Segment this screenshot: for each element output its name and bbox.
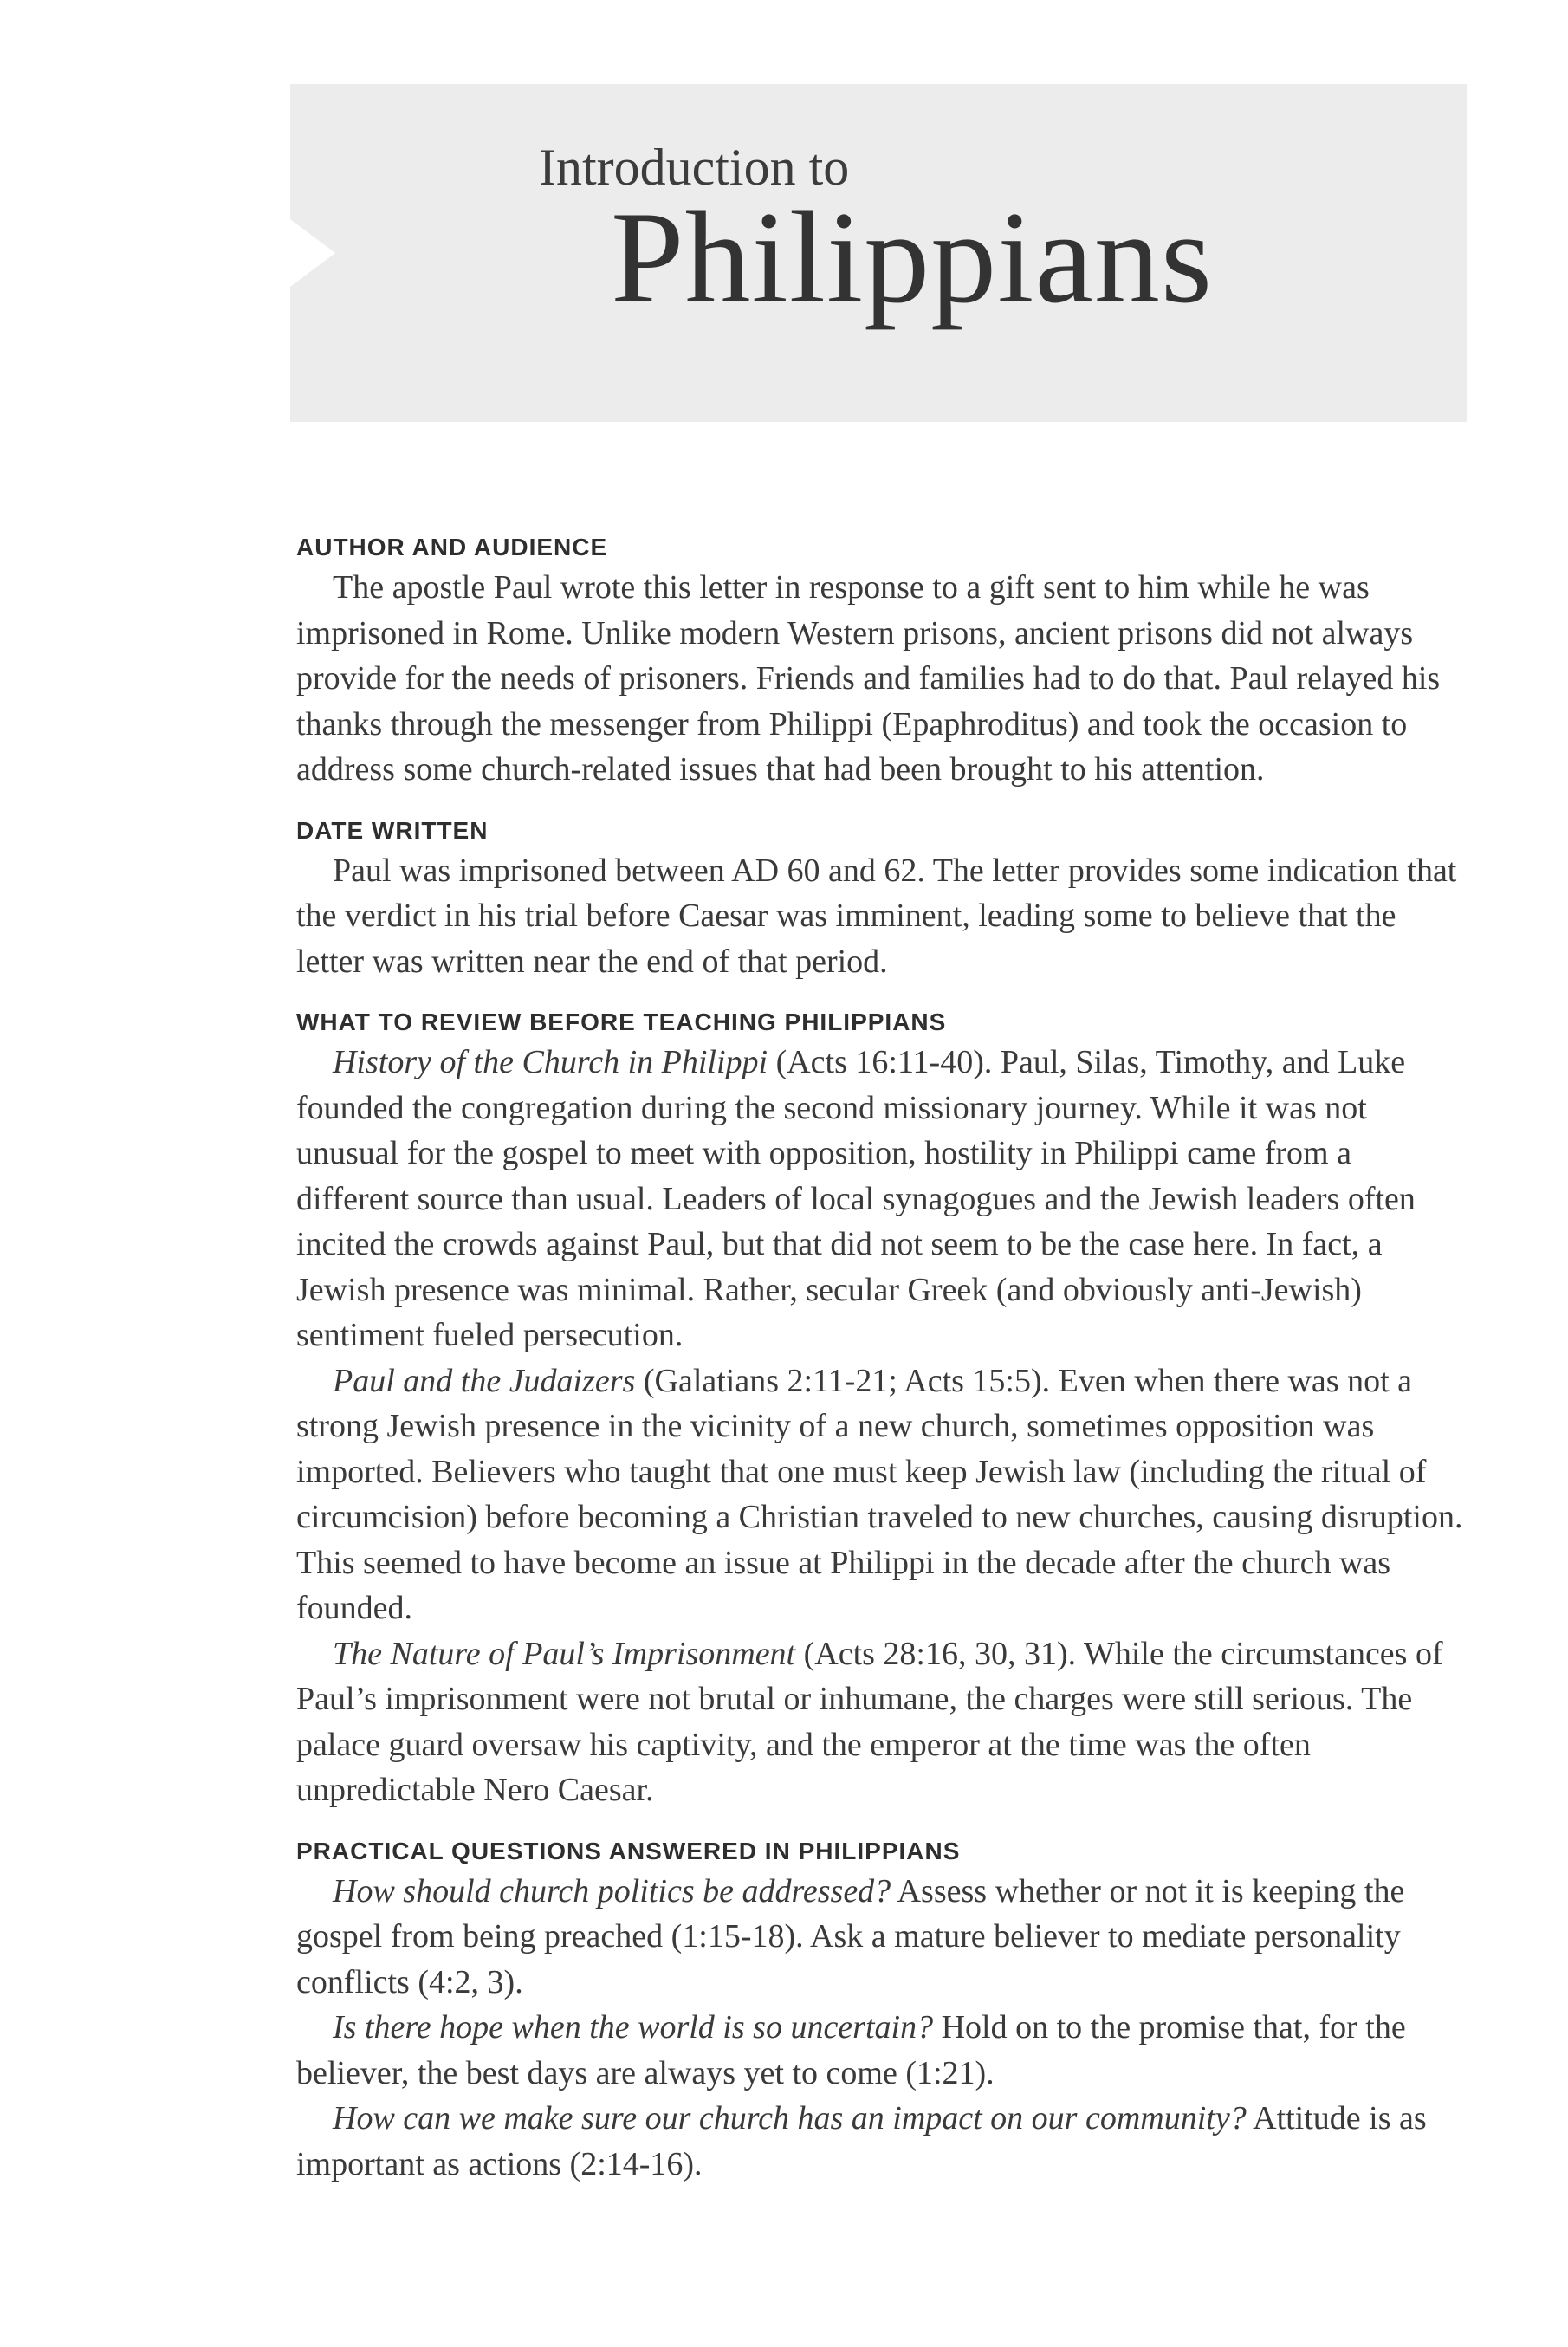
paragraph-lead: Paul and the Judaizers bbox=[333, 1362, 636, 1399]
article-body bbox=[296, 530, 1469, 2187]
section-practical-questions bbox=[296, 1834, 1469, 2188]
section-heading: AUTHOR AND AUDIENCE bbox=[296, 534, 608, 561]
paragraph-text: Assess whether or not it is keeping the gospel from being preached (1:15-18). Ask a mature believer to mediate personality conflicts (4:2, 3). bbox=[296, 1872, 1405, 2000]
paragraph bbox=[296, 1040, 1469, 1358]
paragraph bbox=[296, 1869, 1469, 2006]
section-date-written bbox=[296, 814, 1469, 985]
paragraph bbox=[296, 1631, 1469, 1813]
paragraph-text: Hold on to the promise that, for the believer, the best days are always yet to come (1:21). bbox=[296, 2009, 1406, 2091]
paragraph-lead: How should church politics be addressed? bbox=[333, 1872, 891, 1909]
paragraph bbox=[296, 848, 1469, 985]
paragraph-text: (Galatians 2:11-21; Acts 15:5). Even when there was not a strong Jewish presence in the vicinity of a new church, sometimes opposition was imported. Believers who taught that one must keep Jewish law (including the ritual of circumcision) before becoming a Christian traveled to new churches, causing disruption. This seemed to have become an issue at Philippi in the decade after the church was founded. bbox=[296, 1362, 1463, 1626]
paragraph bbox=[296, 2005, 1469, 2096]
section-heading: PRACTICAL QUESTIONS ANSWERED IN PHILIPPIANS bbox=[296, 1837, 961, 1864]
paragraph bbox=[296, 1358, 1469, 1631]
page-title: Philippians bbox=[611, 185, 1214, 330]
section-heading: WHAT TO REVIEW BEFORE TEACHING PHILIPPIANS bbox=[296, 1008, 947, 1035]
paragraph-lead: History of the Church in Philippi bbox=[333, 1044, 768, 1080]
paragraph-lead: The Nature of Paul’s Imprisonment bbox=[333, 1635, 796, 1672]
paragraph-lead: Is there hope when the world is so uncertain? bbox=[333, 2009, 934, 2046]
paragraph bbox=[296, 565, 1469, 793]
paragraph-text: Paul was imprisoned between AD 60 and 62. The letter provides some indication that the verdict in his trial before Caesar was imminent, leading some to believe that the letter was written near the end of that period. bbox=[296, 852, 1457, 980]
paragraph bbox=[296, 2096, 1469, 2187]
banner-pretitle: Introduction to bbox=[539, 139, 850, 196]
section-author-and-audience bbox=[296, 530, 1469, 793]
paragraph-text: The apostle Paul wrote this letter in response to a gift sent to him while he was imprisoned in Rome. Unlike modern Western prisons, ancient prisons did not always provide for the needs of prisoners. Friends and families had to do that. Paul relayed his thanks through the messenger from Philippi (Epaphroditus) and took the occasion to address some church-related issues that had been brought to his attention. bbox=[296, 569, 1441, 788]
paragraph-text: Attitude is as important as actions (2:14-16). bbox=[296, 2100, 1427, 2182]
paragraph-text: (Acts 16:11-40). Paul, Silas, Timothy, and Luke founded the congregation during the second missionary journey. While it was not unusual for the gospel to meet with opposition, hostility in Philippi came from a different source than usual. Leaders of local synagogues and the Jewish leaders often incited the crowds against Paul, but that did not seem to be the case here. In fact, a Jewish presence was minimal. Rather, secular Greek (and obviously anti-Jewish) sentiment fueled persecution. bbox=[296, 1044, 1416, 1353]
paragraph-lead: How can we make sure our church has an impact on our community? bbox=[333, 2100, 1247, 2136]
paragraph-text: (Acts 28:16, 30, 31). While the circumstances of Paul’s imprisonment were not brutal or inhumane, the charges were still serious. The palace guard oversaw his captivity, and the emperor at the time was the often unpredictable Nero Caesar. bbox=[296, 1635, 1443, 1808]
section-what-to-review bbox=[296, 1005, 1469, 1813]
section-heading: DATE WRITTEN bbox=[296, 816, 489, 844]
